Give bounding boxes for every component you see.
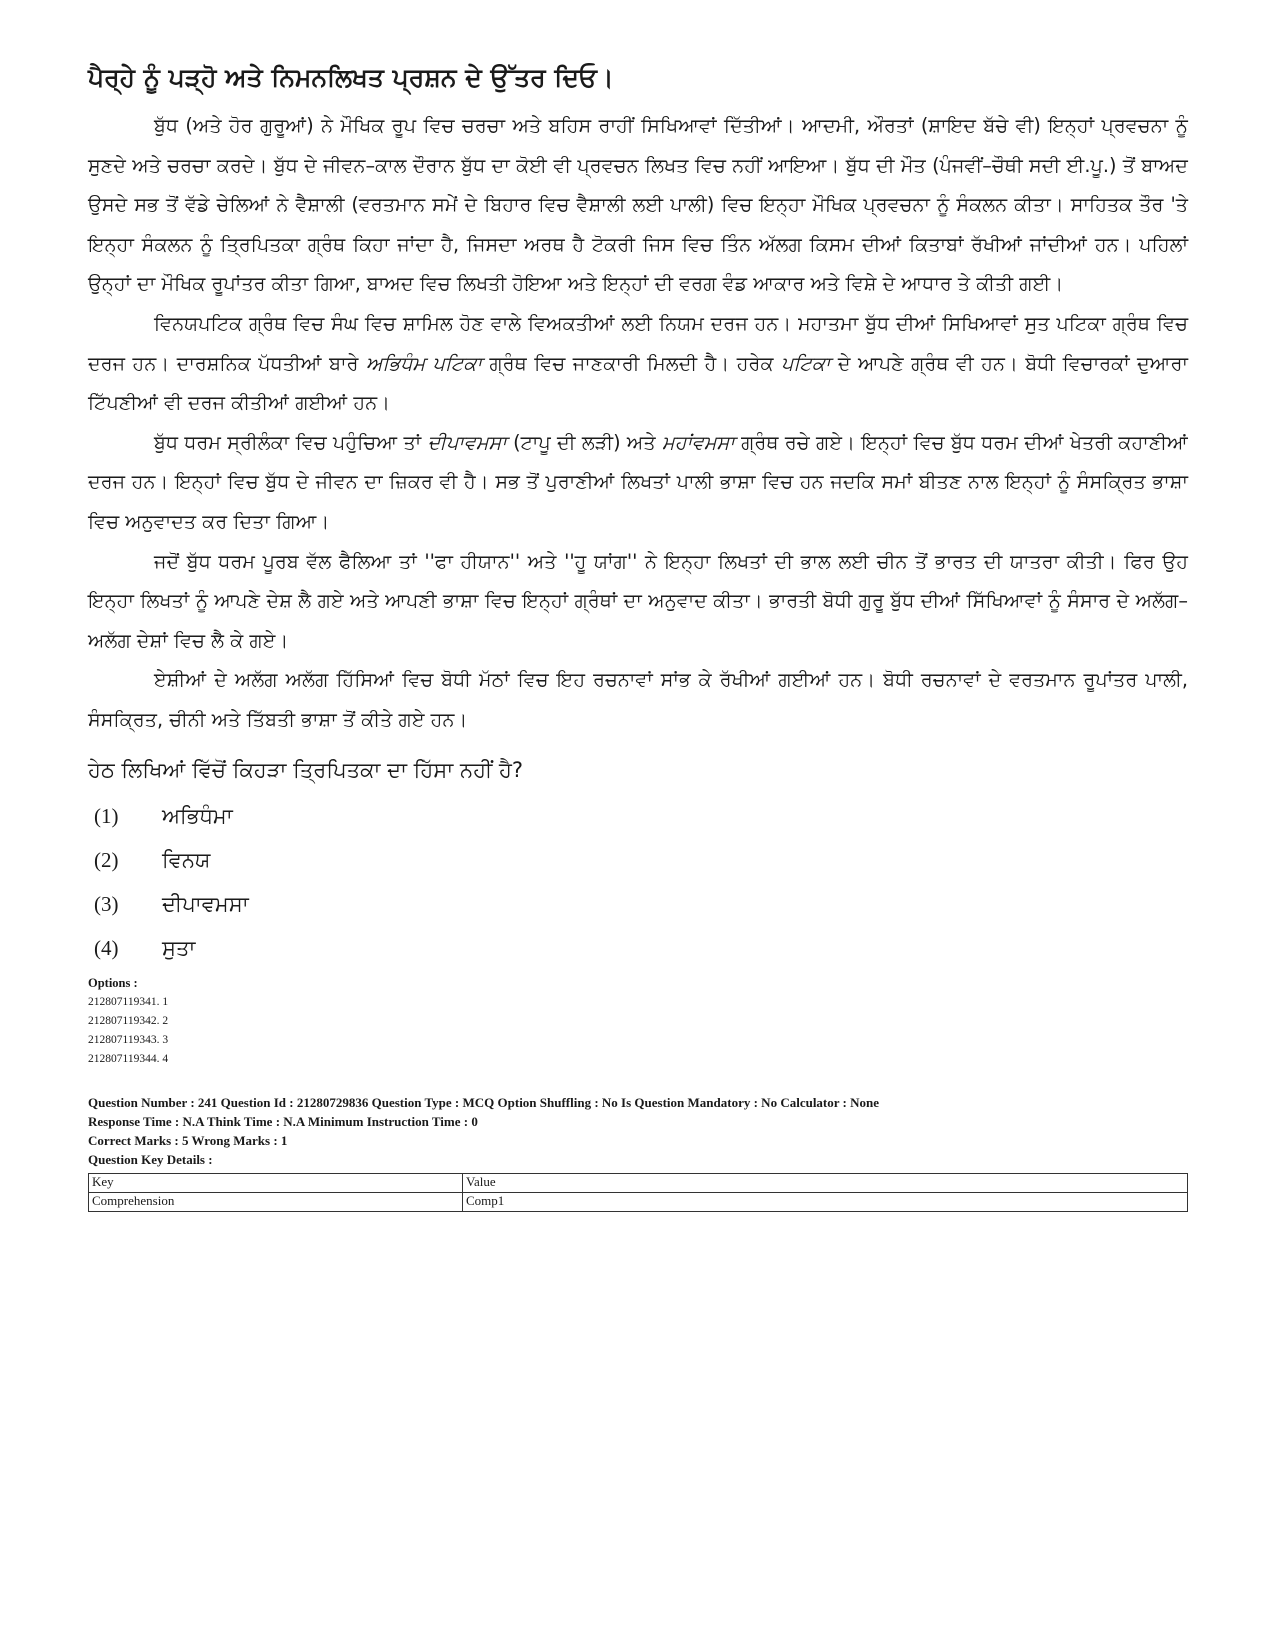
options-list [88, 993, 1188, 1069]
question-key-table [88, 1173, 1188, 1212]
italic-term: ਅਭਿਧੰਮ ਪਟਿਕਾ [365, 351, 482, 375]
value-header-cell: Value [463, 1173, 1188, 1192]
option-id-line: 212807119341. 1 [88, 995, 169, 1008]
paragraph-text: ਏਸ਼ੀਆਂ ਦੇ ਅਲੱਗ ਅਲੱਗ ਹਿੱਸਿਆਂ ਵਿਚ ਬੋਧੀ ਮੱਠਾਂ ਵਿਚ ਇਹ ਰਚਨਾਵਾਂ ਸਾਂਭ ਕੇ ਰੱਖੀਆਂ ਗਈਆਂ ਹਨ। ਬੋਧੀ ਰਚਨਾਵਾਂ ਦੇ ਵਰਤਮਾਨ ਰੂਪਾਂਤਰ ਪਾਲੀ, ਸੰਸਕ੍ਰਿਤ, ਚੀਨੀ ਅਤੇ ਤਿੱਬਤੀ ਭਾਸ਼ਾ ਤੋਂ ਕੀਤੇ ਗਏ ਹਨ। [88, 668, 1188, 731]
paragraph-text: (ਟਾਪੂ ਦੀ ਲੜੀ) ਅਤੇ [506, 430, 663, 454]
passage-paragraph [88, 660, 1188, 739]
choice-text: ਦੀਪਾਵਮਸਾ [162, 891, 249, 916]
option-id-line: 212807119342. 2 [88, 1014, 169, 1027]
option-id-line: 212807119343. 3 [88, 1033, 169, 1046]
paragraph-text: ਜਦੋਂ ਬੁੱਧ ਧਰਮ ਪੂਰਬ ਵੱਲ ਫੈਲਿਆ ਤਾਂ ''ਫਾ ਹੀਯਾਨ'' ਅਤੇ ''ਹੂ ਯਾਂਗ'' ਨੇ ਇਨ੍ਹਾ ਲਿਖਤਾਂ ਦੀ ਭਾਲ ਲਈ ਚੀਨ ਤੋਂ ਭਾਰਤ ਦੀ ਯਾਤਰਾ ਕੀਤੀ। ਫਿਰ ਉਹ ਇਨ੍ਹਾ ਲਿਖਤਾਂ ਨੂੰ ਆਪਣੇ ਦੇਸ਼ ਲੈ ਗਏ ਅਤੇ ਆਪਣੀ ਭਾਸ਼ਾ ਵਿਚ ਇਨ੍ਹਾਂ ਗ੍ਰੰਥਾਂ ਦਾ ਅਨੁਵਾਦ ਕੀਤਾ। ਭਾਰਤੀ ਬੋਧੀ ਗੁਰੂ ਬੁੱਧ ਦੀਆਂ ਸਿੱਖਿਆਵਾਂ ਨੂੰ ਸੰਸਾਰ ਦੇ ਅਲੱਗ–ਅਲੱਗ ਦੇਸ਼ਾਂ ਵਿਚ ਲੈ ਕੇ ਗਏ। [88, 549, 1188, 652]
answer-choice [88, 882, 1188, 926]
key-table-header-row [89, 1173, 1188, 1192]
paragraph-text: ਦੇ ਆਪਣੇ ਗ੍ਰੰਥ ਵੀ ਹਨ। ਬੋਧੀ ਵਿਚਾਰਕਾਂ ਦੁਆਰਾ ਟਿੱਪਣੀਆਂ ਵੀ ਦਰਜ ਕੀਤੀਆਂ ਗਈਆਂ ਹਨ। [88, 351, 1189, 415]
choice-number: (3) [94, 891, 119, 916]
passage-paragraph [88, 106, 1188, 304]
choice-text: ਅਭਿਧੰਮਾ [162, 803, 233, 828]
choice-text: ਵਿਨਯ [162, 847, 211, 872]
passage [88, 106, 1188, 740]
option-id-line: 212807119344. 4 [88, 1052, 169, 1065]
passage-paragraph [88, 304, 1188, 423]
meta-line-marks: Correct Marks : 5 Wrong Marks : 1 [88, 1132, 288, 1148]
paragraph-text: ਵਿਨਯਪਟਿਕ ਗ੍ਰੰਥ ਵਿਚ ਸੰਘ ਵਿਚ ਸ਼ਾਮਿਲ ਹੋਣ ਵਾਲੇ ਵਿਅਕਤੀਆਂ ਲਈ ਨਿਯਮ ਦਰਜ ਹਨ। ਮਹਾਤਮਾ ਬੁੱਧ ਦੀਆਂ ਸਿਖਿਆਵਾਂ ਸੁਤ ਪਟਿਕਾ ਗ੍ਰੰਥ ਵਿਚ ਦਰਜ ਹਨ। ਦਾਰਸ਼ਨਿਕ ਪੱਧਤੀਆਂ ਬਾਰੇ [88, 311, 1188, 375]
meta-line-timing: Response Time : N.A Think Time : N.A Minimum Instruction Time : 0 [88, 1113, 478, 1129]
answer-choice [88, 794, 1188, 838]
meta-line-key-details: Question Key Details : [88, 1151, 213, 1167]
value-cell: Comp1 [463, 1192, 1188, 1211]
choice-number: (4) [94, 935, 119, 960]
key-table-row [89, 1192, 1188, 1211]
key-header-cell: Key [89, 1173, 463, 1192]
passage-heading: ਪੈਰ੍ਹੇ ਨੂੰ ਪੜ੍ਹੋ ਅਤੇ ਨਿਮਨਲਿਖਤ ਪ੍ਰਸ਼ਨ ਦੇ ਉੱਤਰ ਦਿਓ। [88, 63, 614, 92]
answer-choice [88, 838, 1188, 882]
passage-paragraph [88, 542, 1188, 661]
choice-number: (1) [94, 803, 119, 828]
options-label: Options : [88, 975, 138, 990]
passage-paragraph [88, 423, 1188, 542]
question-metadata [88, 1093, 1188, 1169]
italic-term: ਮਹਾਂਵਮਸਾ [662, 430, 735, 454]
paragraph-text: ਗ੍ਰੰਥ ਵਿਚ ਜਾਣਕਾਰੀ ਮਿਲਦੀ ਹੈ। ਹਰੇਕ [481, 351, 781, 375]
meta-line-question-info: Question Number : 241 Question Id : 21280729836 Question Type : MCQ Option Shuffling : No Is Question Mandatory : No Calculator : None [88, 1094, 880, 1110]
italic-term: ਦੀਪਾਵਮਸਾ [427, 430, 507, 454]
italic-term: ਪਟਿਕਾ [780, 351, 831, 375]
paragraph-text: ਬੁੱਧ ਧਰਮ ਸ੍ਰੀਲੰਕਾ ਵਿਚ ਪਹੁੰਚਿਆ ਤਾਂ [154, 430, 428, 454]
paragraph-text: ਬੁੱਧ (ਅਤੇ ਹੋਰ ਗੁਰੂਆਂ) ਨੇ ਮੌਖਿਕ ਰੂਪ ਵਿਚ ਚਰਚਾ ਅਤੇ ਬਹਿਸ ਰਾਹੀਂ ਸਿਖਿਆਵਾਂ ਦਿੱਤੀਆਂ। ਆਦਮੀ, ਔਰਤਾਂ (ਸ਼ਾਇਦ ਬੱਚੇ ਵੀ) ਇਨ੍ਹਾਂ ਪ੍ਰਵਚਨਾ ਨੂੰ ਸੁਣਦੇ ਅਤੇ ਚਰਚਾ ਕਰਦੇ। ਬੁੱਧ ਦੇ ਜੀਵਨ–ਕਾਲ ਦੌਰਾਨ ਬੁੱਧ ਦਾ ਕੋਈ ਵੀ ਪ੍ਰਵਚਨ ਲਿਖਤ ਵਿਚ ਨਹੀਂ ਆਇਆ। ਬੁੱਧ ਦੀ ਮੌਤ (ਪੰਜਵੀਂ–ਚੌਥੀ ਸਦੀ ਈ.ਪੂ.) ਤੋਂ ਬਾਅਦ ਉਸਦੇ ਸਭ ਤੋਂ ਵੱਡੇ ਚੇਲਿਆਂ ਨੇ ਵੈਸ਼ਾਲੀ (ਵਰਤਮਾਨ ਸਮੇਂ ਦੇ ਬਿਹਾਰ ਵਿਚ ਵੈਸ਼ਾਲੀ ਲਈ ਪਾਲੀ) ਵਿਚ ਇਨ੍ਹਾ ਮੌਖਿਕ ਪ੍ਰਵਚਨਾ ਨੂੰ ਸੰਕਲਨ ਕੀਤਾ। ਸਾਹਿਤਕ ਤੌਰ 'ਤੇ ਇਨ੍ਹਾ ਸੰਕਲਨ ਨੂੰ ਤ੍ਰਿਪਿਤਕਾ ਗ੍ਰੰਥ ਕਿਹਾ ਜਾਂਦਾ ਹੈ, ਜਿਸਦਾ ਅਰਥ ਹੈ ਟੋਕਰੀ ਜਿਸ ਵਿਚ ਤਿੰਨ ਅੱਲਗ ਕਿਸਮ ਦੀਆਂ ਕਿਤਾਬਾਂ ਰੱਖੀਆਂ ਜਾਂਦੀਆਂ ਹਨ। ਪਹਿਲਾਂ ਉਨ੍ਹਾਂ ਦਾ ਮੌਖਿਕ ਰੂਪਾਂਤਰ ਕੀਤਾ ਗਿਆ, ਬਾਅਦ ਵਿਚ ਲਿਖਤੀ ਹੋਇਆ ਅਤੇ ਇਨ੍ਹਾਂ ਦੀ ਵਰਗ ਵੰਡ ਆਕਾਰ ਅਤੇ ਵਿਸ਼ੇ ਦੇ ਆਧਾਰ ਤੇ ਕੀਤੀ ਗਈ। [88, 114, 1188, 296]
choice-number: (2) [94, 847, 119, 872]
choice-list [88, 794, 1188, 970]
answer-choice [88, 926, 1188, 970]
paragraph-text: ਗ੍ਰੰਥ ਰਚੇ ਗਏ। ਇਨ੍ਹਾਂ ਵਿਚ ਬੁੱਧ ਧਰਮ ਦੀਆਂ ਖੇਤਰੀ ਕਹਾਣੀਆਂ ਦਰਜ ਹਨ। ਇਨ੍ਹਾਂ ਵਿਚ ਬੁੱਧ ਦੇ ਜੀਵਨ ਦਾ ਜ਼ਿਕਰ ਵੀ ਹੈ। ਸਭ ਤੋਂ ਪੁਰਾਣੀਆਂ ਲਿਖਤਾਂ ਪਾਲੀ ਭਾਸ਼ਾ ਵਿਚ ਹਨ ਜਦਕਿ ਸਮਾਂ ਬੀਤਣ ਨਾਲ ਇਨ੍ਹਾਂ ਨੂੰ ਸੰਸਕ੍ਰਿਤ ਭਾਸ਼ਾ ਵਿਚ ਅਨੁਵਾਦਤ ਕਰ ਦਿਤਾ ਗਿਆ। [88, 430, 1188, 533]
choice-text: ਸੁਤਾ [162, 935, 196, 960]
question-page [88, 58, 1188, 1212]
question-text: ਹੇਠ ਲਿਖਿਆਂ ਵਿੱਚੋਂ ਕਿਹੜਾ ਤ੍ਰਿਪਿਤਕਾ ਦਾ ਹਿੱਸਾ ਨਹੀਂ ਹੈ? [88, 757, 524, 782]
key-cell: Comprehension [89, 1192, 463, 1211]
